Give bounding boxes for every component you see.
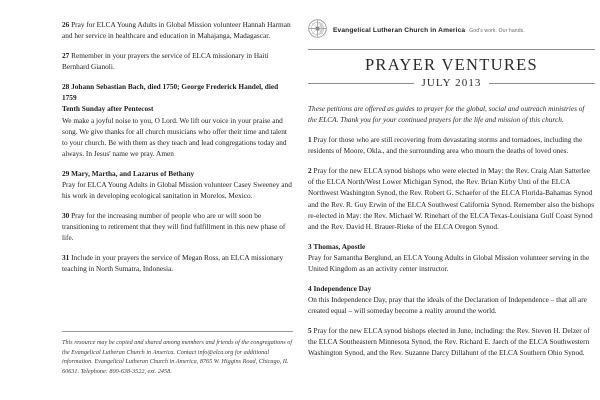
footer-divider	[62, 331, 293, 332]
entry-text: Pray for the new ELCA synod bishops elected in June, including: the Rev. Steven H. Delzer of the ELCA Southeastern Minnesota Synod, the Rev. Richard E. Jaech of the ELCA Southwestern Washington Synod, and the Rev. Suzanne Darcy Dillahunt of the ELCA Southern Ohio Synod.	[308, 326, 590, 358]
brand-block	[333, 18, 525, 37]
prayer-entry-30	[62, 210, 294, 243]
entry-heading: 3 Thomas, Apostle	[308, 241, 366, 251]
entry-number: 31	[62, 253, 70, 263]
elca-cross-medallion-icon	[308, 19, 327, 38]
brand-name: Evangelical Lutheran Church in America	[333, 27, 466, 34]
title-top-divider	[308, 49, 595, 50]
brand-tagline: God's work. Our hands.	[469, 28, 525, 34]
footer-notice	[62, 331, 293, 376]
prayer-entry-26	[62, 19, 294, 41]
entry-text: On this Independence Day, pray that the ideals of the Declaration of Independence – that all are created equal – will someday become a reality around the world.	[308, 295, 587, 316]
subtitle-row	[308, 77, 595, 89]
entry-text: Include in your prayers the service of Megan Ross, an ELCA missionary teaching in North Sumatra, Indonesia.	[62, 253, 284, 274]
entry-heading: 29 Mary, Martha, and Lazarus of Bethany	[62, 168, 195, 178]
entry-text: Pray for the increasing number of people who are or will soon be transitioning to retirement that they will find fulfillment in this new phase of life.	[62, 211, 286, 243]
entry-heading: 4 Independence Day	[308, 284, 372, 294]
right-column	[308, 0, 595, 400]
entry-number: 27	[62, 51, 70, 61]
entry-heading: 28 Johann Sebastian Bach, died 1750; George Frederick Handel, died 1759	[62, 82, 279, 103]
subtitle-rule-left	[308, 83, 414, 84]
prayer-entry-27	[62, 50, 294, 72]
entry-text: Remember in your prayers the service of ELCA missionary in Haiti Bernhard Gianoli.	[62, 51, 269, 72]
entry-text: Pray for Samantha Berglund, an ELCA Young Adults in Global Mission volunteer serving in the United Kingdom as an activity center instructor.	[308, 252, 590, 273]
footer-text: This resource may be copied and shared among members and friends of the congregations of the Evangelical Lutheran Church in America. Contact info@elca.org for additional information. Evangelical Lutheran Church in America, 8765 W. Higgins Road, Chicago, IL 60631. Telephone: 800-638-3522, ext. 2458.	[62, 339, 293, 375]
prayer-entry-31	[62, 252, 294, 274]
entry-text: We make a joyful noise to you, O Lord. We lift our voice in your praise and song. We give thanks for all church musicians who offer their time and talent to your church. Be with them as they teach and lead congregations today and always. In Jesus' name we pray. Amen	[62, 115, 287, 158]
entry-number: 1	[308, 135, 312, 145]
prayer-entry-29	[62, 168, 294, 201]
masthead	[308, 18, 595, 38]
prayer-entry-4	[308, 283, 595, 316]
prayer-entry-1	[308, 134, 595, 156]
entry-number: 26	[62, 20, 70, 29]
entry-number: 5	[308, 326, 312, 336]
subtitle-rule-right	[489, 83, 595, 84]
entry-text: Pray for those who are still recovering from devastating storms and tornadoes, including the residents of Moore, Okla., and the surrounding area who mourn the deaths of loved ones.	[308, 135, 583, 156]
page-subtitle: JULY 2013	[421, 77, 482, 89]
prayer-entry-28	[62, 81, 294, 159]
entry-number: 30	[62, 211, 70, 221]
page-title: PRAYER VENTURES	[364, 55, 539, 74]
entry-number: 2	[308, 166, 312, 176]
intro-paragraph: These petitions are offered as guides to prayer for the global, social and outreach ministries of the ELCA. Thank you for your continued prayers for the life and mission of this church.	[308, 104, 585, 125]
prayer-entry-3	[308, 241, 595, 274]
entry-text: Pray for ELCA Young Adults in Global Mission volunteer Hannah Harman and her service in healthcare and education in Mahajanga, Madagascar.	[62, 20, 291, 41]
entry-text: Pray for the new ELCA synod bishops who were elected in May: the Rev. Craig Alan Satterlee of the ELCA North/West Lower Michigan Synod, the Rev. Brian Kirby Unti of the ELCA Northwest Washington Synod, the Rev. Robert G. Schaefer of the ELCA Florida-Bahamas Synod and the Rev. R. Guy Erwin of the ELCA Southwest California Synod. Remember also the bishops re-elected in May: the Rev. Michael W. Rinehart of the ELCA Texas-Louisiana Gulf Coast Synod and the Rev. David H. Brauer-Rieke of the ELCA Oregon Synod.	[308, 166, 595, 231]
prayer-entry-5	[308, 325, 595, 358]
entry-subheading: Tenth Sunday after Pentecost	[62, 104, 154, 114]
entry-text: Pray for ELCA Young Adults in Global Mission volunteer Casey Sweeney and his work in developing ecological sanitation in Morelos, Mexico.	[62, 179, 292, 201]
prayer-entry-2	[308, 165, 595, 231]
